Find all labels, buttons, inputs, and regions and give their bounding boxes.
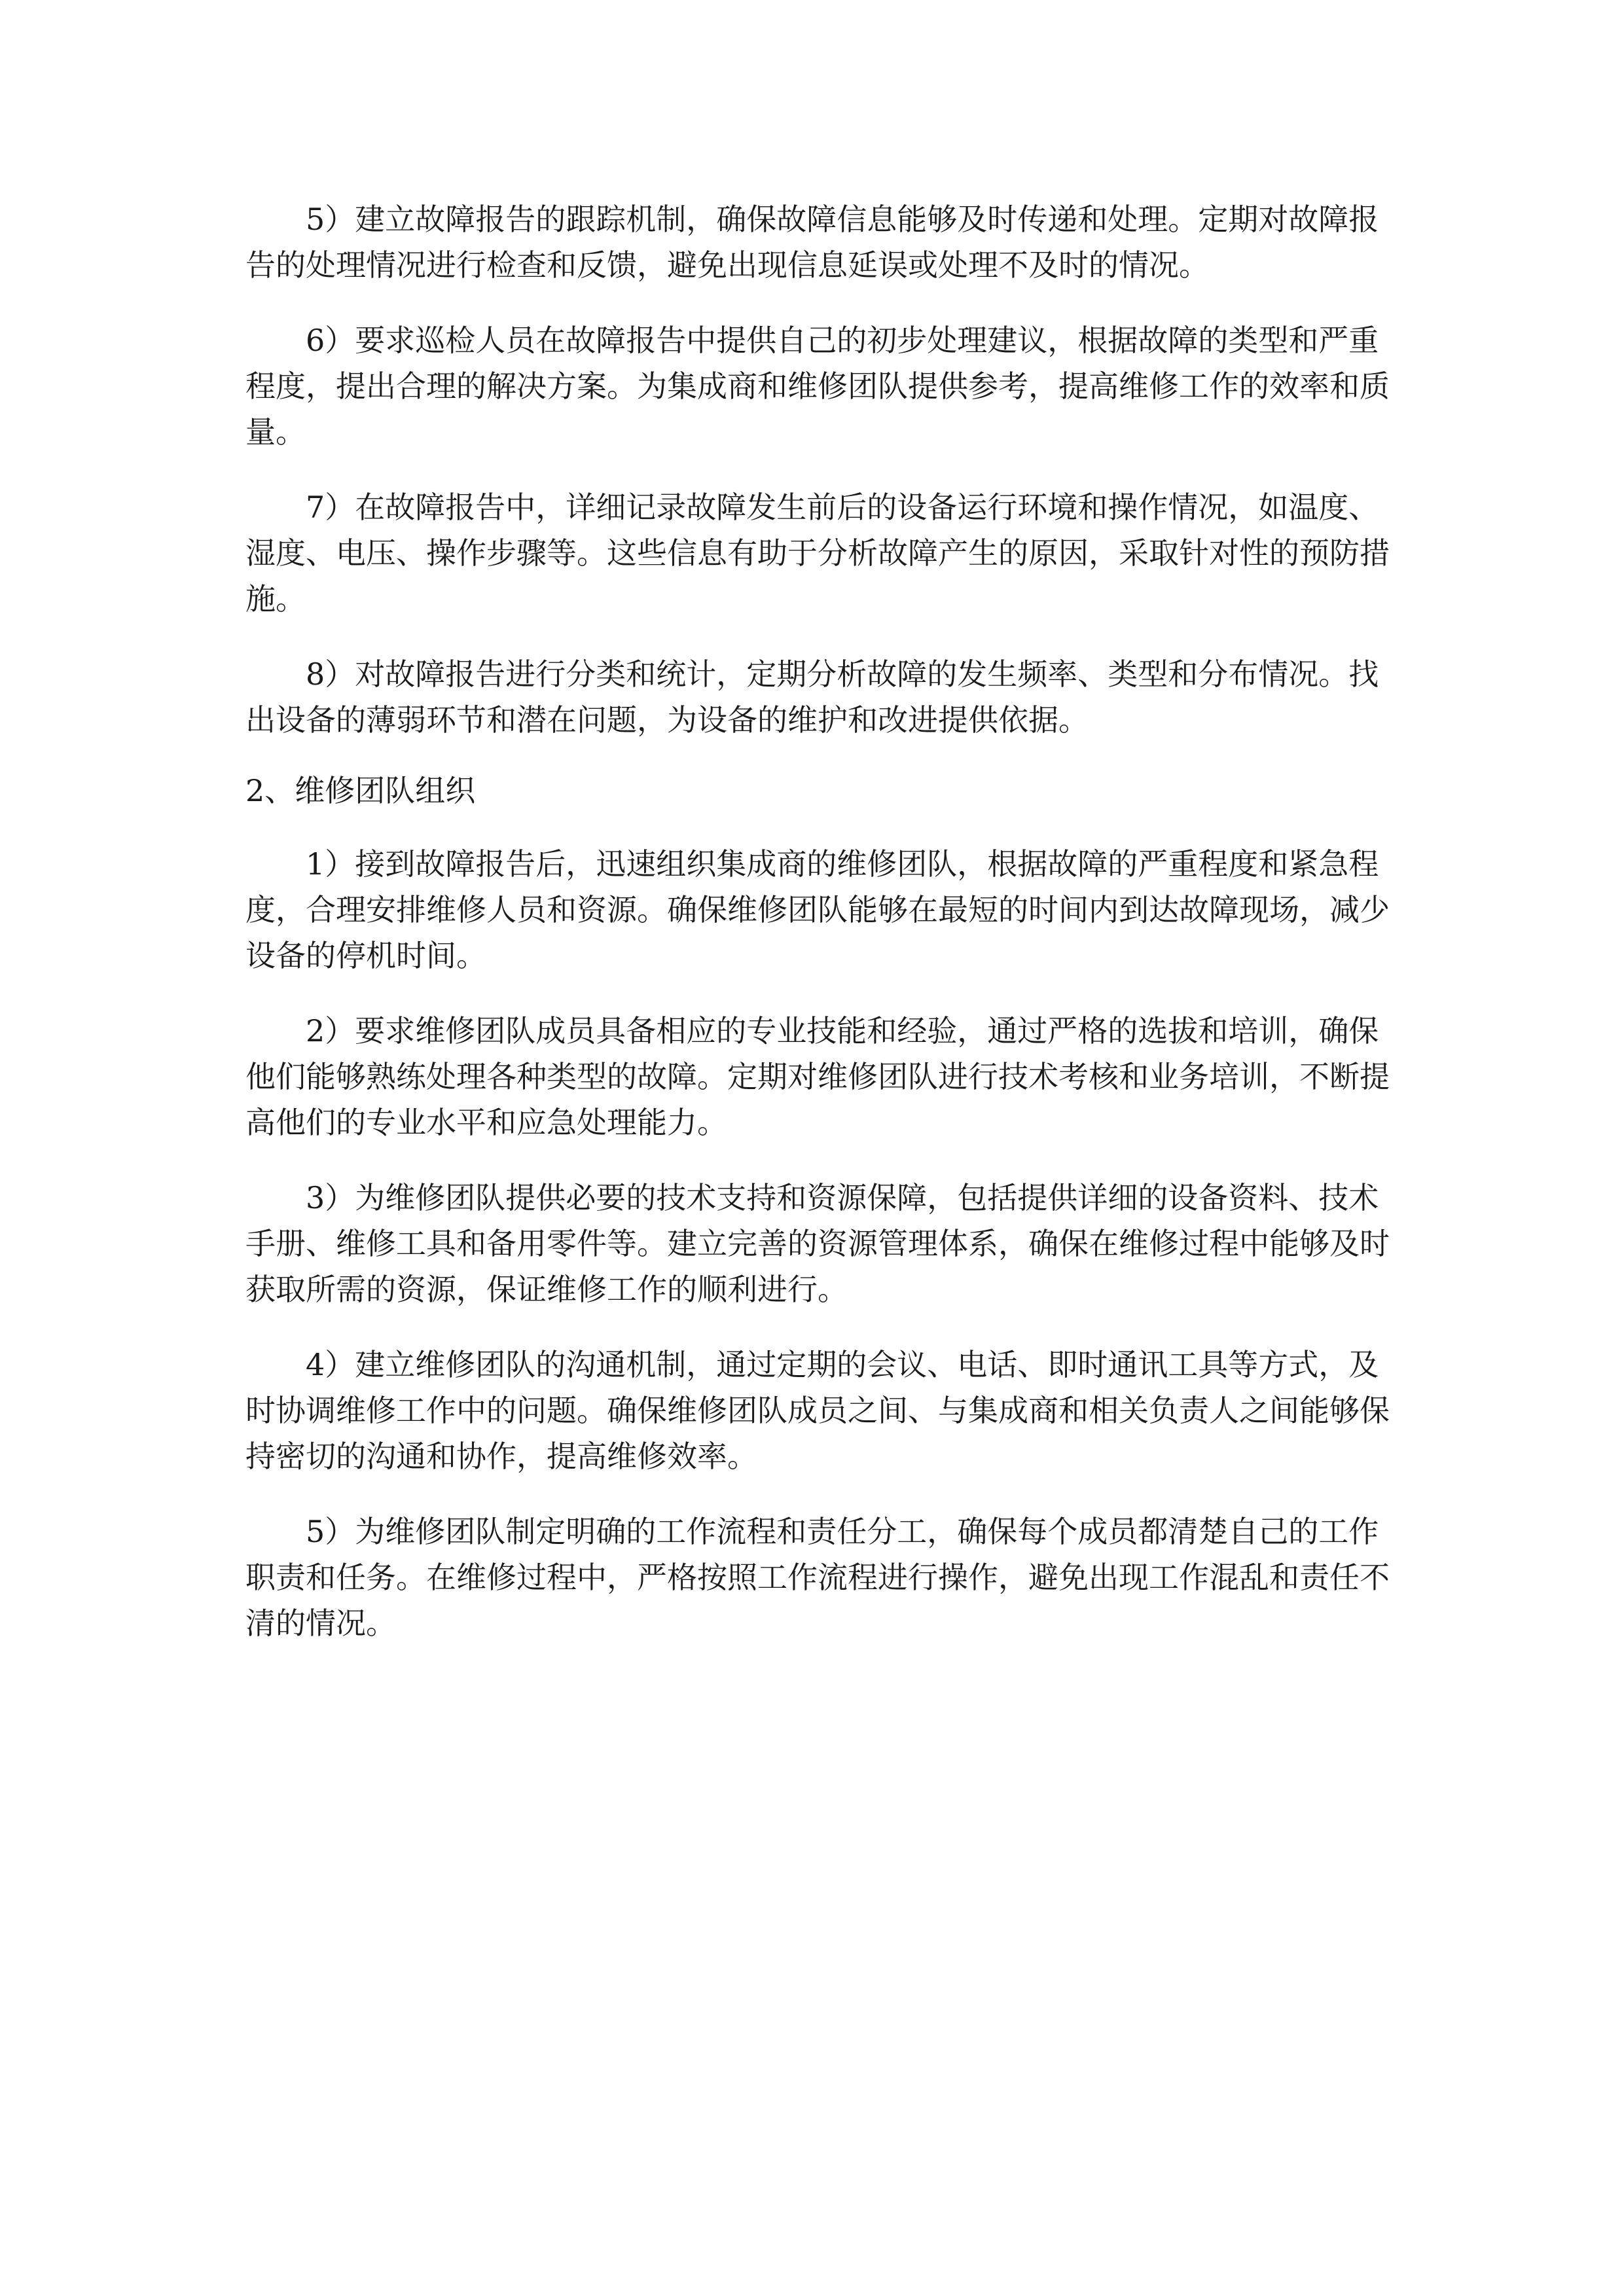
section-heading: 2、维修团队组织 bbox=[245, 773, 476, 808]
paragraph-item-8-classification-statistics: 8）对故障报告进行分类和统计，定期分析故障的发生频率、类型和分布情况。找出设备的薄弱环节和潜在问题，为设备的维护和改进提供依据。 bbox=[245, 656, 1379, 738]
paragraph-item-7-environment-record: 7）在故障报告中，详细记录故障发生前后的设备运行环境和操作情况，如温度、湿度、电压、操作步骤等。这些信息有助于分析故障产生的原因，采取针对性的预防措施。 bbox=[245, 490, 1390, 617]
paragraph-item-5-workflow: 5）为维修团队制定明确的工作流程和责任分工，确保每个成员都清楚自己的工作职责和任务。在维修过程中，严格按照工作流程进行操作，避免出现工作混乱和责任不清的情况。 bbox=[245, 1514, 1390, 1641]
document-body bbox=[245, 196, 1398, 1676]
paragraph-item-4-communication: 4）建立维修团队的沟通机制，通过定期的会议、电话、即时通讯工具等方式，及时协调维修工作中的问题。确保维修团队成员之间、与集成商和相关负责人之间能够保持密切的沟通和协作，提高维修效率。 bbox=[245, 1347, 1390, 1474]
paragraph-item-5-report-tracking: 5）建立故障报告的跟踪机制，确保故障信息能够及时传递和处理。定期对故障报告的处理情况进行检查和反馈，避免出现信息延误或处理不及时的情况。 bbox=[245, 202, 1379, 283]
paragraph-item-2-team-skills: 2）要求维修团队成员具备相应的专业技能和经验，通过严格的选拔和培训，确保他们能够熟练处理各种类型的故障。定期对维修团队进行技术考核和业务培训，不断提高他们的专业水平和应急处理能力。 bbox=[245, 1013, 1390, 1140]
paragraph-item-6-initial-suggestions: 6）要求巡检人员在故障报告中提供自己的初步处理建议，根据故障的类型和严重程度，提出合理的解决方案。为集成商和维修团队提供参考，提高维修工作的效率和质量。 bbox=[245, 323, 1390, 450]
paragraph-item-3-technical-support: 3）为维修团队提供必要的技术支持和资源保障，包括提供详细的设备资料、技术手册、维修工具和备用零件等。建立完善的资源管理体系，确保在维修过程中能够及时获取所需的资源，保证维修工作的顺利进行。 bbox=[245, 1180, 1390, 1307]
paragraph-item-1-team-dispatch: 1）接到故障报告后，迅速组织集成商的维修团队，根据故障的严重程度和紧急程度，合理安排维修人员和资源。确保维修团队能够在最短的时间内到达故障现场，减少设备的停机时间。 bbox=[245, 846, 1390, 973]
